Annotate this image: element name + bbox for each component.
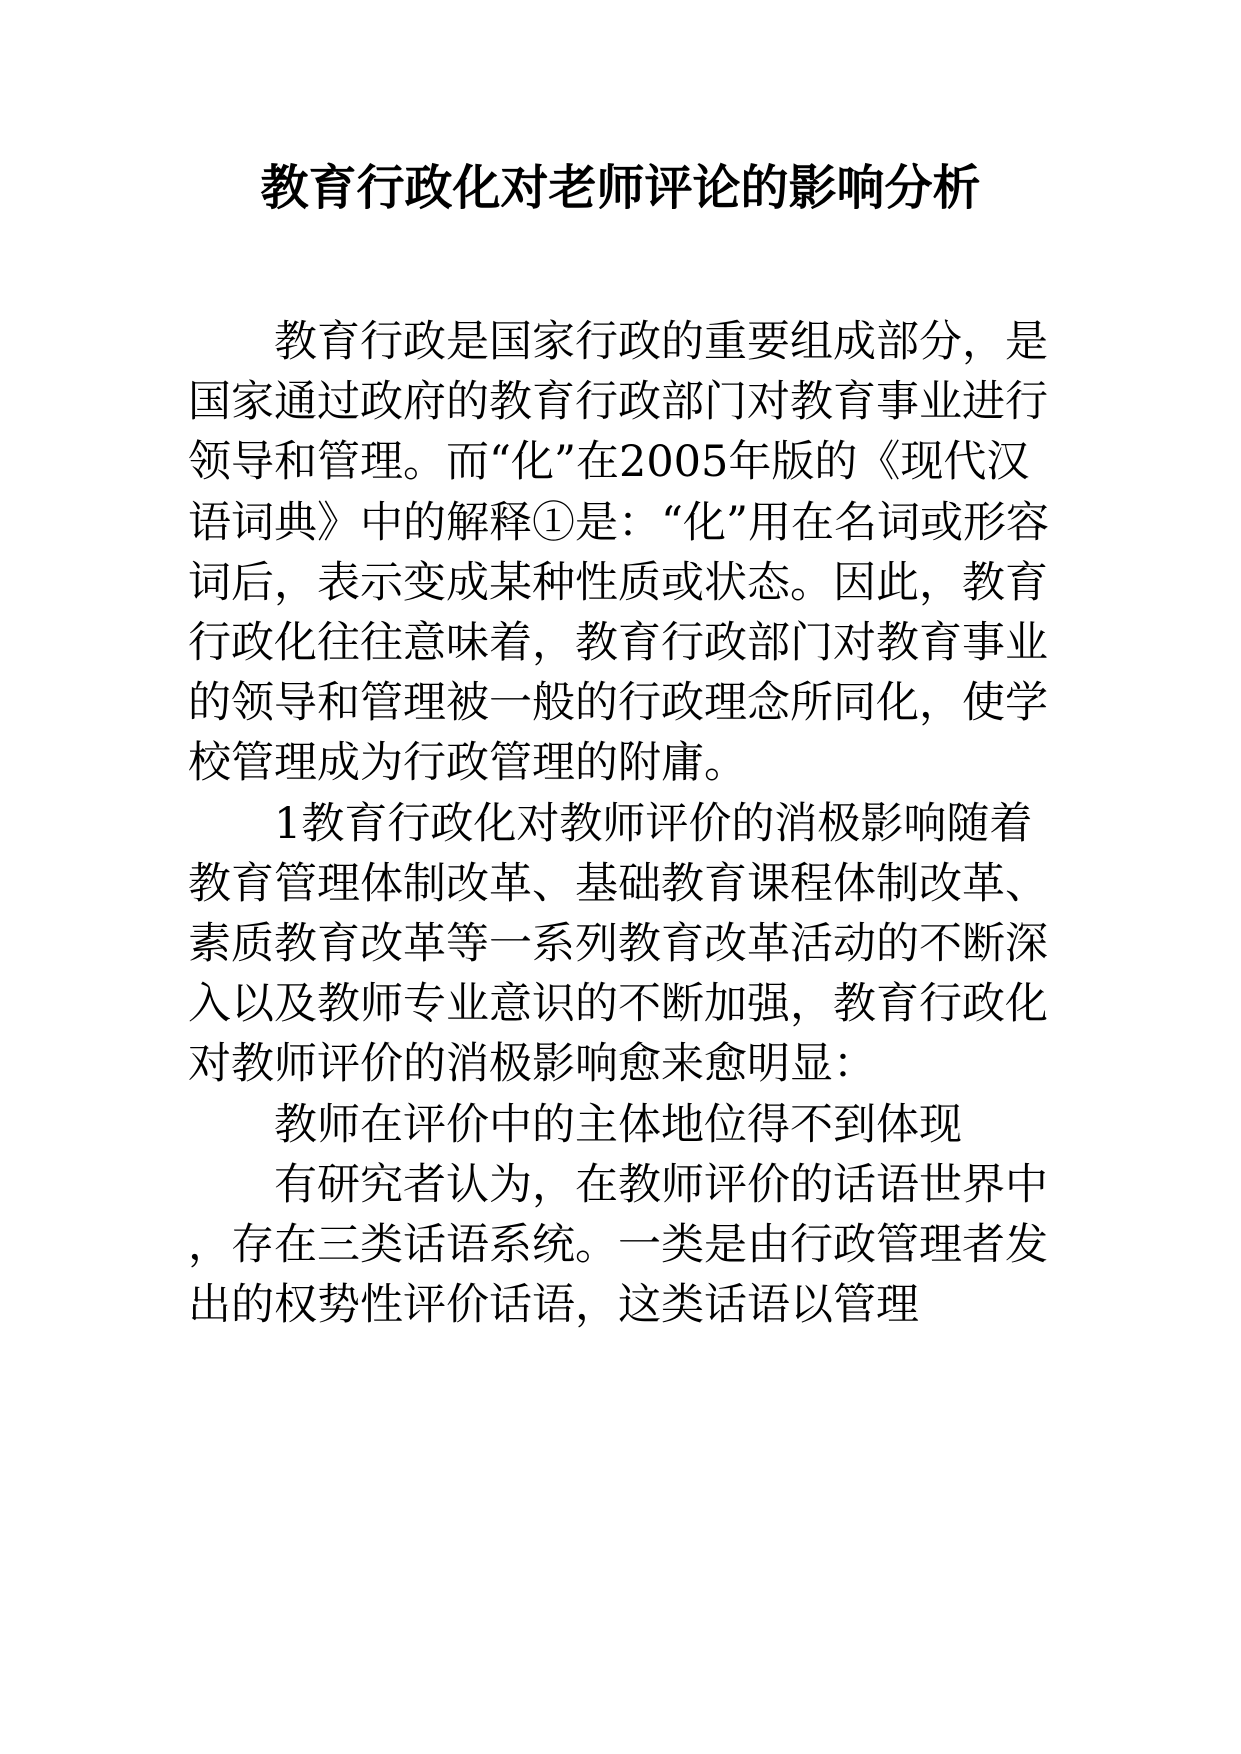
document-title: 教育行政化对老师评论的影响分析	[260, 160, 981, 216]
paragraph-subheading: 教师在评价中的主体地位得不到体现	[274, 1099, 962, 1150]
paragraph-discourse: 有研究者认为，在教师评价的话语世界中，存在三类话语系统。一类是由行政管理者发出的权势性评价话语，这类话语以管理	[188, 1159, 1048, 1331]
document-body	[188, 312, 1058, 1335]
paragraph-intro: 教育行政是国家行政的重要组成部分，是国家通过政府的教育行政部门对教育事业进行领导和管理。而“化”在2005年版的《现代汉语词典》中的解释①是：“化”用在名词或形容词后，表示变成某种性质或状态。因此，教育行政化往往意味着，教育行政部门对教育事业的领导和管理被一般的行政理念所同化，使学校管理成为行政管理的附庸。	[188, 317, 1049, 789]
paragraph-section-1: 1教育行政化对教师评价的消极影响随着教育管理体制改革、基础教育课程体制改革、素质教育改革等一系列教育改革活动的不断深入以及教师专业意识的不断加强，教育行政化对教师评价的消极影响愈来愈明显：	[188, 798, 1048, 1090]
